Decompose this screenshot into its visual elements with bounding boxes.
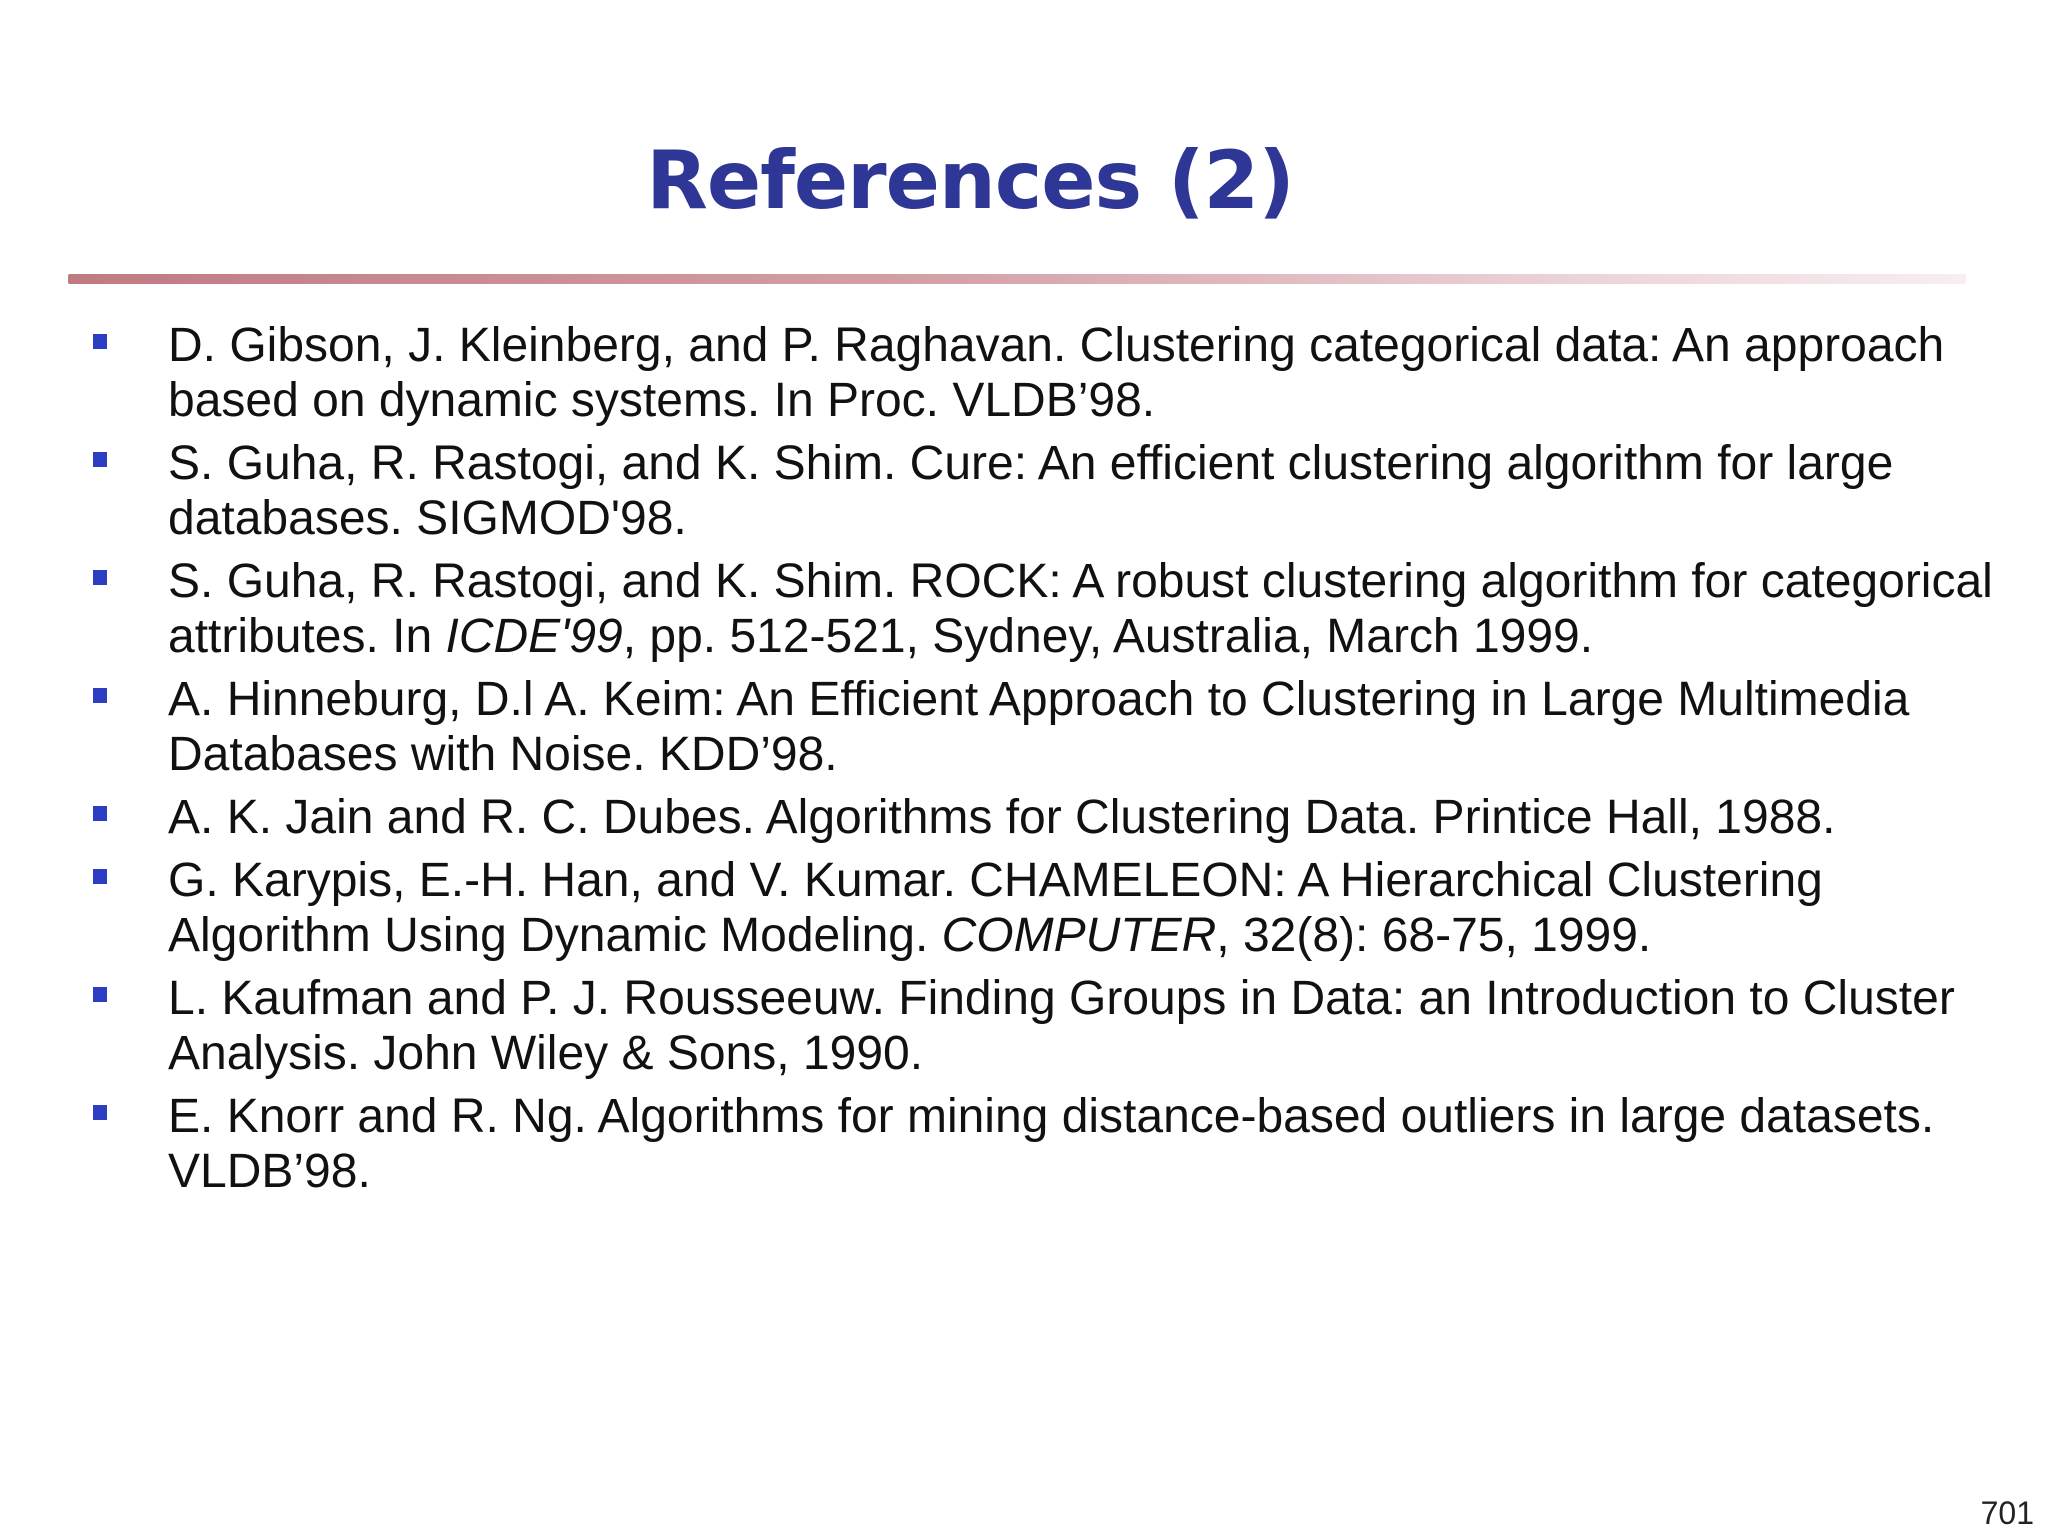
reference-text-part: A. K. Jain and R. C. Dubes. Algorithms for Clustering Data. Printice Hall, 1988.: [168, 791, 1836, 844]
square-bullet-icon: [93, 688, 107, 703]
title-divider: [68, 274, 1966, 284]
reference-venue-italic: COMPUTER: [941, 909, 1217, 962]
reference-text: [168, 1090, 1934, 1198]
square-bullet-icon: [93, 334, 107, 349]
square-bullet-icon: [93, 806, 107, 821]
reference-text: [168, 437, 1893, 545]
reference-text-part: G. Karypis, E.-H. Han, and V. Kumar. CHAMELEON: A Hierarchical Clustering Algorithm Using Dynamic Modeling.: [168, 854, 1823, 962]
reference-item: [0, 672, 2048, 782]
square-bullet-icon: [93, 869, 107, 884]
reference-item: [0, 790, 2048, 845]
reference-text: [168, 673, 1909, 781]
reference-text: [168, 972, 1955, 1080]
reference-text-part: D. Gibson, J. Kleinberg, and P. Raghavan. Clustering categorical data: An approach based on dynamic systems. In Proc. VLDB’98.: [168, 319, 1945, 427]
square-bullet-icon: [93, 1105, 107, 1120]
reference-item: [0, 1089, 2048, 1199]
slide-title: References (2): [646, 134, 1294, 227]
reference-text-part: L. Kaufman and P. J. Rousseeuw. Finding Groups in Data: an Introduction to Cluster Analysis. John Wiley & Sons, 1990.: [168, 972, 1955, 1080]
reference-venue-italic: ICDE'99: [445, 610, 623, 663]
square-bullet-icon: [93, 570, 107, 585]
reference-item: [0, 554, 2048, 664]
reference-item: [0, 318, 2048, 428]
reference-text: [168, 791, 1835, 844]
reference-item: [0, 436, 2048, 546]
reference-text: [168, 319, 1944, 427]
square-bullet-icon: [93, 987, 107, 1002]
reference-text-part: A. Hinneburg, D.l A. Keim: An Efficient Approach to Clustering in Large Multimedia Databases with Noise. KDD’98.: [168, 673, 1910, 781]
square-bullet-icon: [93, 452, 107, 467]
reference-text-part: , pp. 512-521, Sydney, Australia, March 1999.: [622, 610, 1594, 663]
reference-item: [0, 971, 2048, 1081]
reference-text: [168, 854, 1823, 962]
reference-text-part: , 32(8): 68-75, 1999.: [1216, 909, 1652, 962]
page-number: 701: [1980, 1495, 2034, 1531]
reference-item: [0, 853, 2048, 963]
reference-text-part: S. Guha, R. Rastogi, and K. Shim. Cure: An efficient clustering algorithm for large databases. SIGMOD'98.: [168, 437, 1894, 545]
reference-text-part: E. Knorr and R. Ng. Algorithms for mining distance-based outliers in large datasets. VLDB’98.: [168, 1090, 1935, 1198]
reference-list: [0, 318, 2048, 1207]
reference-text-part: S. Guha, R. Rastogi, and K. Shim. ROCK: A robust clustering algorithm for categorical attributes. In: [168, 555, 1993, 663]
reference-text: [168, 555, 1993, 663]
